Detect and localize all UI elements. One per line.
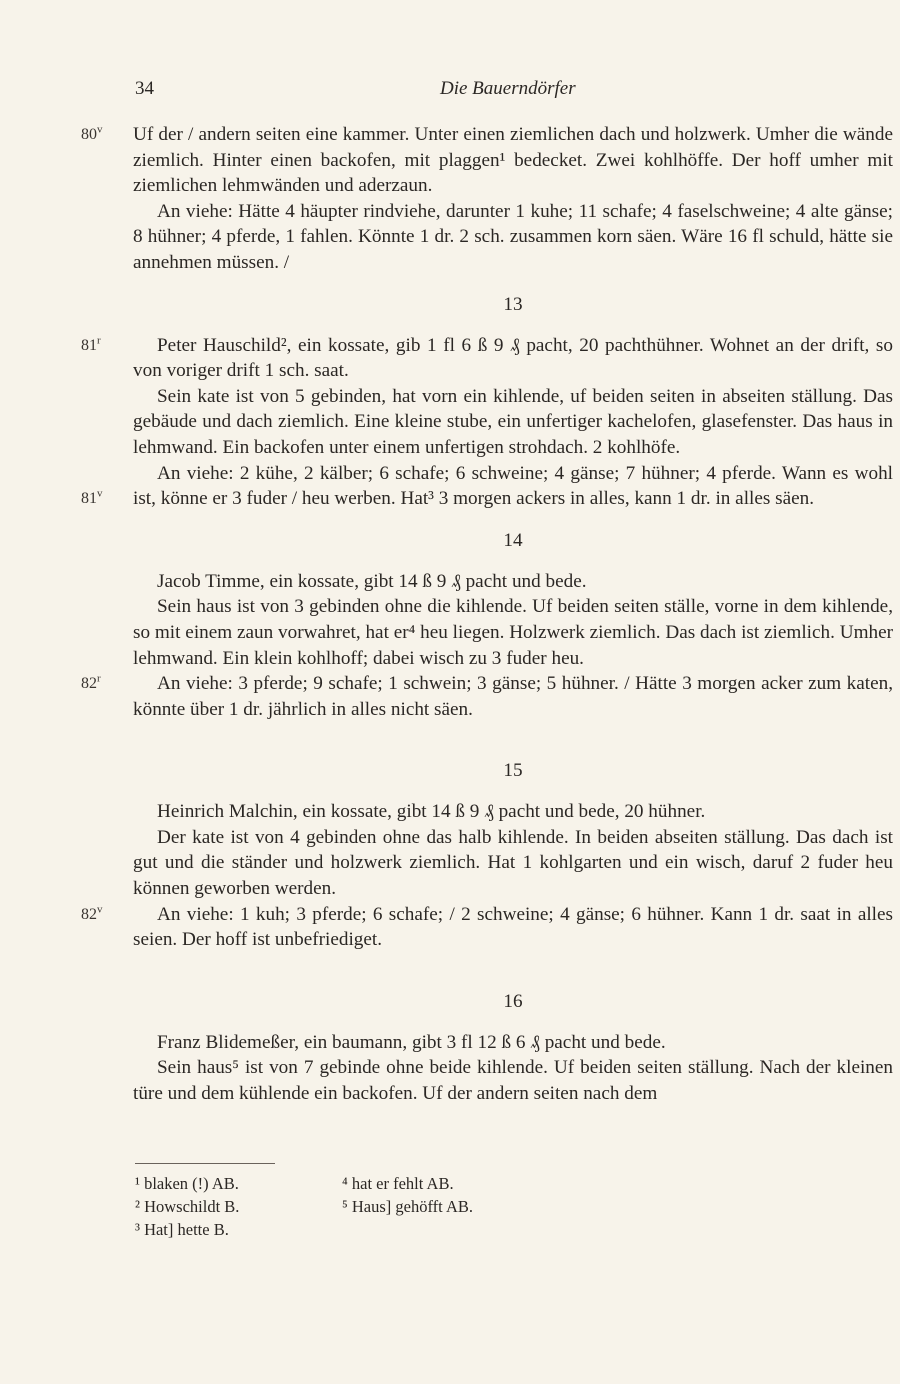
footnote: ² Howschildt B. xyxy=(135,1197,240,1216)
page-header xyxy=(135,78,900,102)
section-number: 14 xyxy=(503,529,523,551)
paragraph xyxy=(133,569,893,595)
paragraph xyxy=(133,1030,893,1056)
paragraph-text: Jacob Timme, ein kossate, gibt 14 ß 9 ₰ pacht und bede. xyxy=(157,570,587,592)
footnote: ⁴ hat er fehlt AB. xyxy=(342,1174,454,1193)
paragraph-text: Heinrich Malchin, ein kossate, gibt 14 ß 9 ₰ pacht und bede, 20 hühner. xyxy=(157,801,706,823)
page-number: 34 xyxy=(135,78,154,99)
section-number: 15 xyxy=(503,760,523,782)
paragraph xyxy=(133,799,893,825)
paragraph xyxy=(81,902,893,953)
body-text xyxy=(81,122,893,1107)
folio-marker: 82$^r$ xyxy=(81,672,101,693)
section-number: 13 xyxy=(503,293,523,315)
paragraph-text: An viehe: 2 kühe, 2 kälber; 6 schafe; 6 schweine; 4 gänse; 7 hühner; 4 pferde. Wann es wohl ist, könne er 3 fuder / heu werben. Hat³ 3 morgen ackers in alles, kann 1 dr. in alles säen. xyxy=(133,462,893,510)
section-number: 16 xyxy=(503,990,523,1012)
folio-side: v xyxy=(97,123,103,136)
folio-marker: 80$^v$ xyxy=(81,123,103,143)
paragraph xyxy=(81,671,893,722)
paragraph-text: Sein haus⁵ ist von 7 gebinde ohne beide kihlende. Uf beiden seiten ställung. Nach der kleinen türe und dem kühlende ein backofen. Uf der andern seiten nach dem xyxy=(133,1057,893,1105)
paragraph-text: Peter Hauschild², ein kossate, gib 1 fl 6 ß 9 ₰ pacht, 20 pachthühner. Wohnet an der drift, so von voriger drift 1 sch. saat. xyxy=(133,334,893,382)
paragraph xyxy=(133,594,893,671)
paragraph-text: Der kate ist von 4 gebinden ohne das halb kihlende. In beiden abseiten ställung. Das dach ist gut und die ständer und holzwerk ziemlich. Hat 1 kohlgarten und ein wisch, daruf 2 fuder heu können geworben werden. xyxy=(133,826,893,900)
paragraph-text: An viehe: Hätte 4 häupter rindviehe, darunter 1 kuhe; 11 schafe; 4 faselschweine; 4 alte gänse; 8 hühner; 4 pferde, 1 fahlen. Könnte 1 dr. 2 sch. zusammen korn säen. Wäre 16 fl schuld, hätte sie annehmen müssen. / xyxy=(133,200,893,273)
folio-marker: 82$^v$ xyxy=(81,903,103,923)
folio-marker: 81$^r$ xyxy=(81,334,101,354)
paragraph xyxy=(133,199,893,276)
paragraph-text: An viehe: 3 pferde; 9 schafe; 1 schwein; 3 gänse; 5 hühner. / Hätte 3 morgen acker zum katen, könnte über 1 dr. jährlich in alles nicht säen. xyxy=(133,673,893,720)
paragraph xyxy=(133,384,893,461)
paragraph xyxy=(81,461,893,512)
paragraph-text: Sein kate ist von 5 gebinden, hat vorn ein kihlende, uf beiden seiten in abseiten ställung. Das gebäude und dach ziemlich. Eine kleine stube, ein unfertiger kachelofen, glasefenster. Das haus in lehmwand. Ein backofen unter einem unfertigen strohdach. 2 kohlhöfe. xyxy=(133,385,893,458)
paragraph-text: Sein haus ist von 3 gebinden ohne die kihlende. Uf beiden seiten ställe, vorne in dem kihlende, so mit einem zaun vorwahret, hat er⁴ heu liegen. Holzwerk ziemlich. Das dach ist ziemlich. Umher lehmwand. Ein klein kohlhoff; dabei wisch zu 3 fuder heu. xyxy=(133,596,893,669)
folio-side: v xyxy=(97,487,103,500)
paragraph-text: An viehe: 1 kuh; 3 pferde; 6 schafe; / 2 schweine; 4 gänse; 6 hühner. Kann 1 dr. saat in alles seien. Der hoff ist unbefriediget. xyxy=(133,903,893,951)
footnote-rule xyxy=(135,1163,275,1164)
folio-side: v xyxy=(97,903,103,916)
footnote: ¹ blaken (!) AB. xyxy=(135,1174,239,1193)
paragraph xyxy=(81,122,893,199)
paragraph-text: Franz Blidemeßer, ein baumann, gibt 3 fl 12 ß 6 ₰ pacht und bede. xyxy=(157,1031,666,1053)
footnote: ³ Hat] hette B. xyxy=(135,1220,229,1239)
folio-side: r xyxy=(97,672,101,685)
folio-side: r xyxy=(97,334,101,347)
footnote: ⁵ Haus] gehöfft AB. xyxy=(342,1197,474,1216)
running-title: Die Bauerndörfer xyxy=(440,78,576,99)
paragraph xyxy=(81,333,893,384)
paragraph xyxy=(133,1055,893,1106)
paragraph-text: Uf der / andern seiten eine kammer. Unter einen ziemlichen dach und holzwerk. Umher die wände ziemlich. Hinter einen backofen, mit plaggen¹ bedecket. Zwei kohlhöffe. Der hoff umher mit ziemlichen lehmwänden und aderzaun. xyxy=(133,124,893,197)
folio-marker: 81$^v$ xyxy=(81,487,103,508)
paragraph xyxy=(133,825,893,902)
